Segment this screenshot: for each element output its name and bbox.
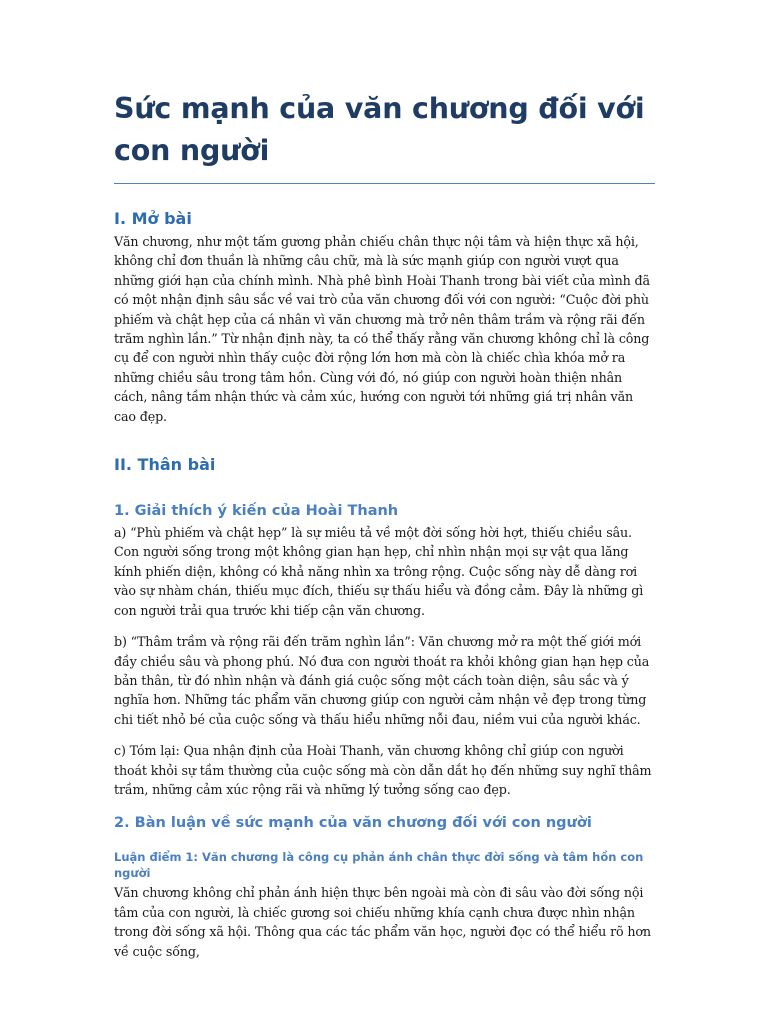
heading-section-1: 1. Giải thích ý kiến của Hoài Thanh <box>114 503 399 520</box>
title-underline <box>114 183 655 184</box>
document-title: Sức mạnh của văn chương đối với con người <box>114 92 645 167</box>
section1-paragraph-c: c) Tóm lại: Qua nhận định của Hoài Thanh, văn chương không chỉ giúp con người thoát khỏi sự tầm thường của cuộc sống mà còn dẫn dắt họ đến những suy nghĩ thâm trầm, những cảm xúc rộng rãi và những lý tưởng sống cao đẹp. <box>114 743 652 797</box>
heading-intro: I. Mở bài <box>114 209 192 228</box>
section1-paragraph-b: b) “Thâm trầm và rộng rãi đến trăm nghìn lần”: Văn chương mở ra một thế giới mới đầy chiều sâu và phong phú. Nó đưa con người thoát ra khỏi không gian hạn hẹp của bản thân, từ đó nhìn nhận và đánh giá cuộc sống một cách toàn diện, sâu sắc và ý nghĩa hơn. Những tác phẩm văn chương giúp con người cảm nhận vẻ đẹp trong từng chi tiết nhỏ bé của cuộc sống và thấu hiểu những nỗi đau, niềm vui của người khác. <box>114 634 650 727</box>
intro-paragraph: Văn chương, như một tấm gương phản chiếu chân thực nội tâm và hiện thực xã hội, không chỉ đơn thuần là những câu chữ, mà là sức mạnh giúp con người vượt qua những giới hạn của chính mình. Nhà phê bình Hoài Thanh trong bài viết của mình đã có một nhận định sâu sắc về vai trò của văn chương đối với con người: “Cuộc đời phù phiếm và chật hẹp của cá nhân vì văn chương mà trở nên thâm trầm và rộng rãi đến trăm nghìn lần.” Từ nhận định này, ta có thể thấy rằng văn chương không chỉ là công cụ để con người nhìn thấy cuộc đời rộng lớn hơn mà còn là chiếc chìa khóa mở ra những chiều sâu trong tâm hồn. Cùng với đó, nó giúp con người hoàn thiện nhân cách, nâng tầm nhận thức và cảm xúc, hướng con người tới những giá trị nhân văn cao đẹp. <box>114 234 650 424</box>
heading-section-2: 2. Bàn luận về sức mạnh của văn chương đối với con người <box>114 815 592 832</box>
document-page <box>114 88 655 961</box>
point1-paragraph: Văn chương không chỉ phản ánh hiện thực bên ngoài mà còn đi sâu vào đời sống nội tâm của con người, là chiếc gương soi chiếu những khía cạnh chưa được nhìn nhận trong đời sống xã hội. Thông qua các tác phẩm văn học, người đọc có thể hiểu rõ hơn về cuộc sống, <box>114 885 651 959</box>
heading-body: II. Thân bài <box>114 455 216 475</box>
section1-paragraph-a: a) “Phù phiếm và chật hẹp” là sự miêu tả về một đời sống hời hợt, thiếu chiều sâu. Con người sống trong một không gian hạn hẹp, chỉ nhìn nhận mọi sự vật qua lăng kính phiến diện, không có khả năng nhìn xa trông rộng. Cuộc sống này dễ dàng rơi vào sự nhàm chán, thiếu mục đích, thiếu sự thấu hiểu và đồng cảm. Đây là những gì con người trải qua trước khi tiếp cận văn chương. <box>114 525 644 618</box>
heading-point-1: Luận điểm 1: Văn chương là công cụ phản ánh chân thực đời sống và tâm hồn con người <box>114 850 644 881</box>
